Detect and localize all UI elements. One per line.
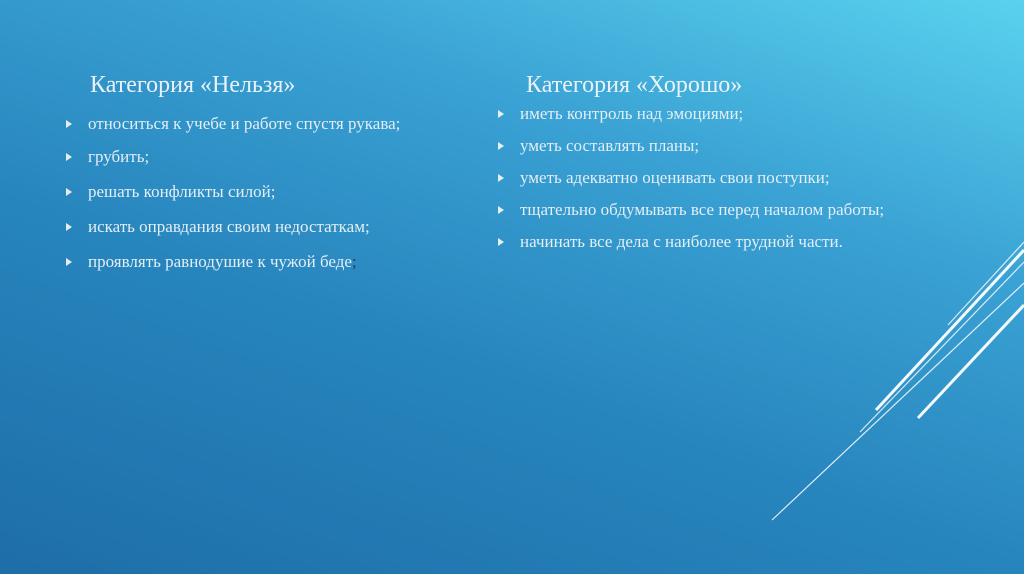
list-item-text: уметь адекватно оценивать свои поступки; bbox=[520, 168, 830, 187]
column-good bbox=[498, 70, 898, 264]
list-item-text bbox=[88, 252, 357, 271]
deco-line-1 bbox=[772, 283, 1024, 520]
list-good bbox=[498, 104, 898, 251]
list-item-text-tail: ; bbox=[351, 252, 357, 271]
heading-good: Категория «Хорошо» bbox=[526, 72, 743, 98]
list-item bbox=[66, 182, 466, 201]
list-item bbox=[66, 147, 466, 166]
bullet-arrow-icon bbox=[498, 174, 504, 182]
list-item-text: тщательно обдумывать все перед началом работы; bbox=[520, 200, 885, 219]
bullet-arrow-icon bbox=[66, 223, 72, 231]
list-item-text: начинать все дела с наиболее трудной части. bbox=[520, 232, 843, 251]
list-item-text-main: проявлять равнодушие к чужой беде bbox=[88, 252, 352, 271]
bullet-arrow-icon bbox=[66, 120, 72, 128]
bullet-arrow-icon bbox=[498, 206, 504, 214]
bullet-arrow-icon bbox=[498, 142, 504, 150]
deco-line-3 bbox=[860, 262, 1024, 432]
list-item bbox=[498, 136, 898, 155]
list-item bbox=[66, 114, 466, 133]
deco-line-5 bbox=[948, 242, 1024, 325]
bullet-arrow-icon bbox=[66, 188, 72, 196]
list-item bbox=[66, 252, 466, 271]
bullet-arrow-icon bbox=[66, 258, 72, 266]
column-forbidden bbox=[66, 70, 466, 287]
deco-line-4 bbox=[918, 305, 1024, 418]
list-item-text: грубить; bbox=[88, 147, 150, 166]
list-item bbox=[498, 168, 898, 187]
bullet-arrow-icon bbox=[498, 238, 504, 246]
list-item bbox=[498, 200, 898, 219]
heading-forbidden: Категория «Нельзя» bbox=[90, 72, 296, 98]
list-item-text: решать конфликты силой; bbox=[88, 182, 276, 201]
list-item-text: относиться к учебе и работе спустя рукава; bbox=[88, 114, 401, 133]
list-item bbox=[498, 104, 898, 123]
list-item bbox=[498, 232, 898, 251]
list-item-text: иметь контроль над эмоциями; bbox=[520, 104, 744, 123]
list-item-text: уметь составлять планы; bbox=[520, 136, 700, 155]
list-item-text: искать оправдания своим недостаткам; bbox=[88, 217, 370, 236]
list-forbidden bbox=[66, 114, 466, 271]
list-item bbox=[66, 217, 466, 236]
deco-line-2 bbox=[876, 250, 1024, 410]
bullet-arrow-icon bbox=[66, 153, 72, 161]
bullet-arrow-icon bbox=[498, 110, 504, 118]
